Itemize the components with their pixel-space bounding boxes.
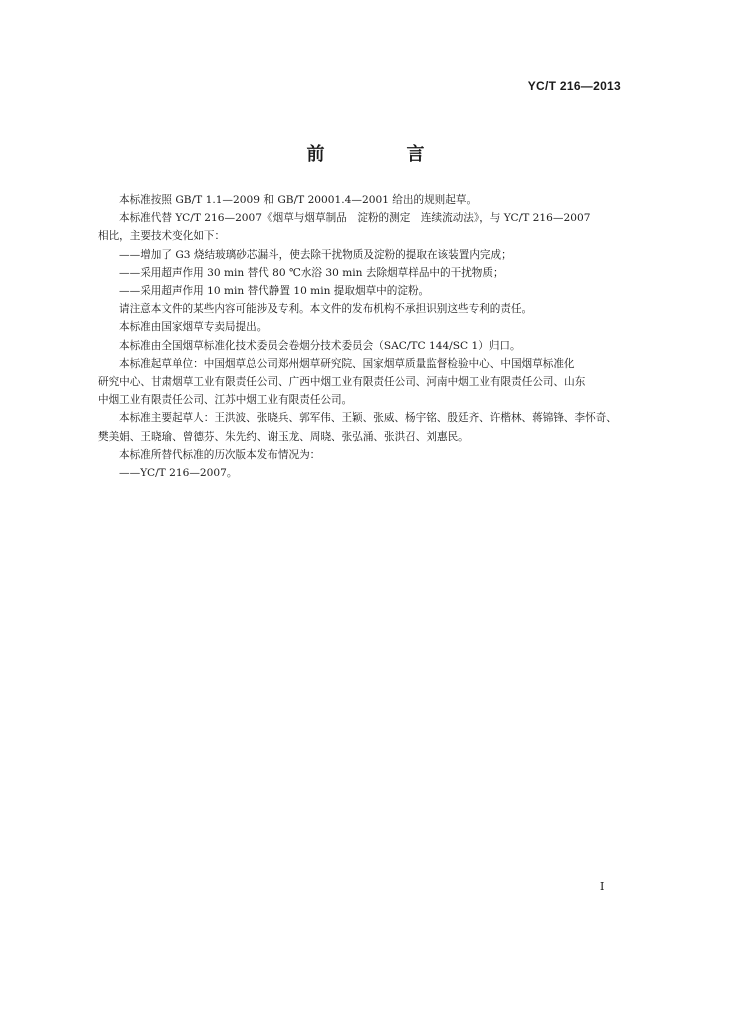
paragraph-drafting-units-cont-2: 中烟工业有限责任公司、江苏中烟工业有限责任公司。 xyxy=(98,394,353,407)
paragraph-drafting-units-cont-1: 研究中心、甘肃烟草工业有限责任公司、广西中烟工业有限责任公司、河南中烟工业有限责任公司、山东 xyxy=(98,376,586,389)
history-item-1: ——YC/T 216—2007。 xyxy=(119,467,238,480)
paragraph-drafters-cont: 樊美娟、王晓瑜、曾德芬、朱先约、谢玉龙、周晓、张弘涌、张洪召、刘惠民。 xyxy=(98,430,469,443)
change-item-2: ——采用超声作用 30 min 替代 80 ℃水浴 30 min 去除烟草样品中的干扰物质； xyxy=(119,266,504,279)
paragraph-drafting-units: 本标准起草单位：中国烟草总公司郑州烟草研究院、国家烟草质量监督检验中心、中国烟草标准化 xyxy=(119,357,575,370)
paragraph-proposer: 本标准由国家烟草专卖局提出。 xyxy=(119,321,268,334)
paragraph-replaces: 本标准代替 YC/T 216—2007《烟草与烟草制品 淀粉的测定 连续流动法》，与 YC/T 216—2007 xyxy=(119,212,591,225)
paragraph-drafters: 本标准主要起草人：王洪波、张晓兵、郭军伟、王颖、张威、杨宇铭、殷廷齐、许楷林、蒋锦锋、李怀奇、 xyxy=(119,412,617,425)
change-item-1: ——增加了 G3 烧结玻璃砂芯漏斗，使去除干扰物质及淀粉的提取在该装置内完成； xyxy=(119,248,512,261)
foreword-body xyxy=(98,191,626,482)
page-number: I xyxy=(600,880,605,893)
paragraph-drafting-rules: 本标准按照 GB/T 1.1—2009 和 GB/T 20001.4—2001 给出的规则起草。 xyxy=(119,194,478,206)
change-item-3: ——采用超声作用 10 min 替代静置 10 min 提取烟草中的淀粉。 xyxy=(119,285,430,298)
paragraph-history: 本标准所替代标准的历次版本发布情况为： xyxy=(119,448,321,461)
paragraph-replaces-cont: 相比，主要技术变化如下： xyxy=(98,230,226,243)
standard-number: YC/T 216—2013 xyxy=(527,79,621,93)
page-title: 前 言 xyxy=(306,144,457,165)
paragraph-committee: 本标准由全国烟草标准化技术委员会卷烟分技术委员会（SAC/TC 144/SC 1）归口。 xyxy=(119,339,521,352)
paragraph-patent-notice: 请注意本文件的某些内容可能涉及专利。本文件的发布机构不承担识别这些专利的责任。 xyxy=(119,303,533,316)
